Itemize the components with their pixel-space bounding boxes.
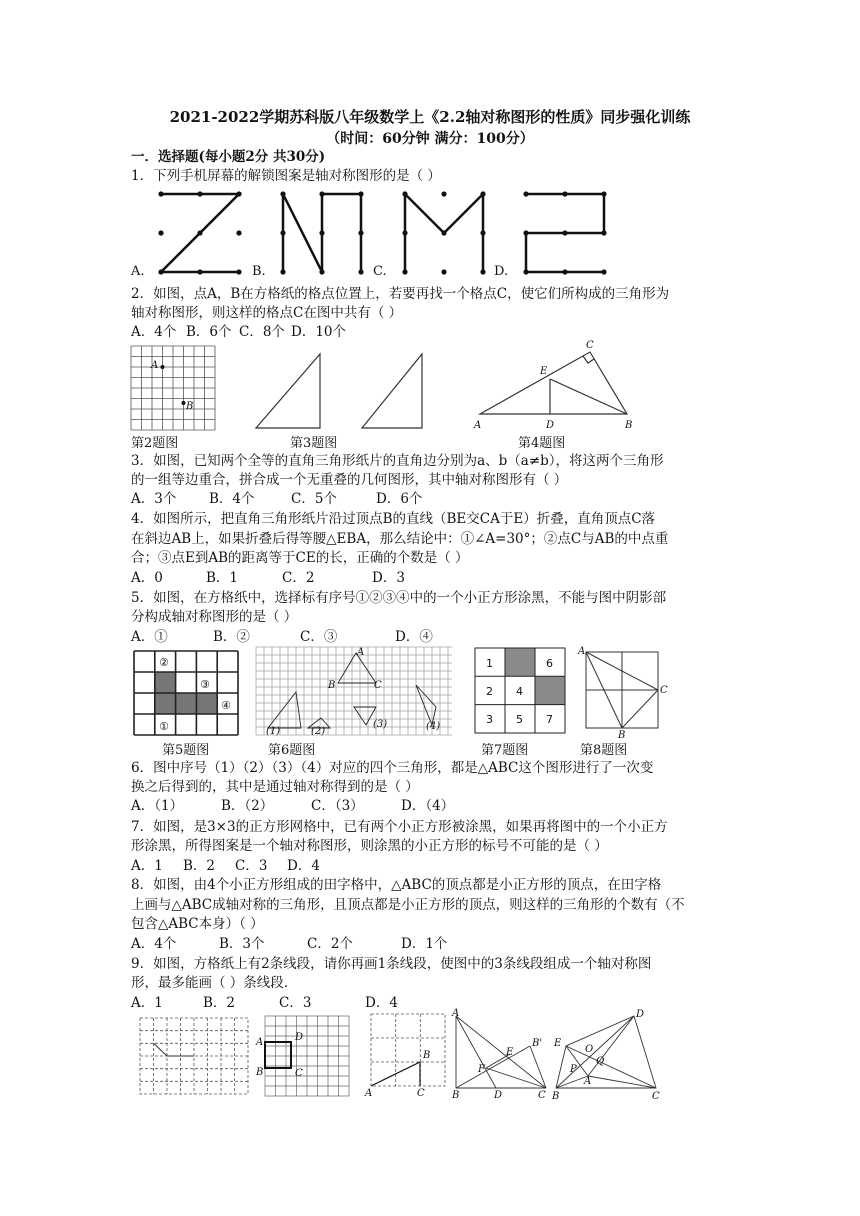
- question-5-options: [131, 628, 433, 646]
- caption-fig-7: 第7题图: [481, 743, 529, 758]
- fig-e-label-p: P: [570, 1064, 577, 1075]
- q7-option-d: D．4: [287, 858, 320, 874]
- fig4-label-c: C: [586, 340, 594, 351]
- question-4-options: [131, 569, 405, 587]
- q9-option-c: C．3: [279, 995, 312, 1011]
- q7-option-b: B．2: [183, 858, 216, 874]
- fig-d-label-b: B: [452, 1090, 460, 1101]
- caption-fig-4: 第4题图: [518, 436, 566, 451]
- page-subtitle: （时间：60分钟 满分：100分）: [326, 131, 534, 147]
- figure-8-tianzi-grid: [576, 646, 676, 741]
- fig-e-label-a: A: [584, 1076, 592, 1087]
- q3-option-a: A．3个: [131, 491, 177, 507]
- fig7-cell-6: 6: [546, 657, 553, 670]
- fig-b-label-a: A: [256, 1037, 264, 1048]
- fig-e-label-q: Q: [596, 1056, 605, 1067]
- fig-e-label-c: C: [652, 1091, 660, 1102]
- question-2-line-1: 2．如图，点A，B在方格纸的格点位置上，若要再找一个格点C，使它们所构成的三角形为: [131, 286, 670, 302]
- question-8-options: [131, 935, 447, 953]
- figure-9-dashed-grid: [140, 1018, 248, 1094]
- q2-option-b: B．6个: [186, 324, 232, 340]
- fig6-label-a: A: [357, 647, 365, 658]
- question-8-line-1: 8．如图，由4个小正方形组成的田字格中，△ABC的顶点都是小正方形的顶点，在田字格: [131, 877, 662, 893]
- figure-5-grid: [134, 651, 238, 735]
- question-3-line-2: 的一组等边重合，拼合成一个无重叠的几何图形，其中轴对称图形有（ ）: [131, 472, 568, 488]
- figure-3-triangles: [250, 352, 450, 432]
- figure-quadrilateral-eopq: [552, 1010, 664, 1100]
- fig6-label-4: (4): [426, 721, 441, 732]
- question-9-line-2: 形，最多能画（ ）条线段.: [131, 975, 289, 991]
- fig7-cell-4: 4: [516, 685, 523, 698]
- question-3-line-1: 3．如图，已知两个全等的直角三角形纸片的直角边分别为a、b（a≠b），将这两个三角形: [131, 453, 664, 469]
- question-2-line-2: 轴对称图形，则这样的格点C在图中共有（ ）: [131, 305, 403, 321]
- question-6-line-1: 6．图中序号（1）（2）（3）（4）对应的四个三角形，都是△ABC这个图形进行了一次变: [131, 760, 654, 776]
- fig-d-label-e: E: [506, 1047, 514, 1058]
- q6-option-d: D．（4）: [401, 798, 455, 814]
- question-7-line-1: 7．如图，是3×3的正方形网格中，已有两个小正方形被涂黑，如果再将图中的一个小正方: [131, 819, 668, 835]
- q9-option-b: B．2: [203, 995, 236, 1011]
- fig8-label-b: B: [618, 730, 626, 741]
- fig-e-label-o: O: [585, 1044, 594, 1055]
- fig6-label-3: (3): [373, 719, 388, 730]
- q9-option-a: A．1: [131, 995, 163, 1011]
- q1-option-a: A.: [131, 264, 145, 279]
- question-6-options: [131, 797, 454, 815]
- fig-b-label-b: B: [256, 1067, 264, 1078]
- caption-fig-3: 第3题图: [290, 436, 338, 451]
- fig-b-label-d: D: [295, 1032, 304, 1043]
- question-5-line-2: 分构成轴对称图形的是（ ）: [131, 609, 298, 625]
- fig5-mark-3: ③: [200, 678, 210, 691]
- fig-d-label-d: D: [494, 1090, 503, 1101]
- q2-option-c: C．8个: [239, 324, 285, 340]
- fig6-label-1: (1): [266, 726, 281, 737]
- fig7-cell-3: 3: [486, 713, 493, 726]
- fig5-mark-2: ②: [159, 656, 169, 669]
- caption-fig-5: 第5题图: [162, 743, 210, 758]
- question-9-options: [131, 994, 398, 1012]
- q4-option-c: C．2: [282, 570, 315, 586]
- question-4-line-2: 在斜边AB上，如果折叠后得等腰△EBA，那么结论中：①∠A=30°；②点C与AB的中点重: [131, 531, 669, 547]
- fig-d-label-b-prime: B': [532, 1038, 543, 1049]
- q8-option-b: B．3个: [219, 936, 265, 952]
- fig8-label-a: A: [578, 646, 586, 657]
- q3-option-c: C．5个: [291, 491, 337, 507]
- fig6-label-2: (2): [311, 726, 326, 737]
- fig8-label-c: C: [660, 685, 668, 696]
- figure-6-grid: [256, 647, 452, 735]
- q4-option-b: B．1: [206, 570, 239, 586]
- figure-fold-quadrilateral: [450, 1008, 550, 1101]
- fig7-cell-7: 7: [546, 713, 553, 726]
- fig5-mark-1: ①: [159, 720, 169, 733]
- q1-option-b: B.: [252, 264, 266, 279]
- fig-c-label-a: A: [365, 1088, 373, 1099]
- fig2-label-b: B: [186, 401, 194, 412]
- fig5-mark-4: ④: [221, 699, 231, 712]
- question-8-line-2: 上画与△ABC成轴对称的三角形，且顶点都是小正方形的顶点，则这样的三角形的个数有（不: [131, 897, 685, 913]
- question-9-line-1: 9．如图，方格纸上有2条线段，请你再画1条线段，使图中的3条线段组成一个轴对称图: [131, 956, 652, 972]
- page-title: 2021-2022学期苏科版八年级数学上《2.2轴对称图形的性质》同步强化训练: [169, 108, 691, 126]
- q8-option-c: C．2个: [307, 936, 353, 952]
- question-7-options: [131, 857, 320, 875]
- q5-option-a: A．①: [131, 629, 168, 645]
- q6-option-c: C．（3）: [311, 798, 364, 814]
- q4-option-a: A．0: [131, 570, 163, 586]
- q3-option-b: B．4个: [209, 491, 255, 507]
- q1-option-c: C.: [373, 264, 387, 279]
- question-4-line-3: 合；③点E到AB的距离等于CE的长，正确的个数是（ ）: [131, 550, 469, 566]
- figure-4-fold-triangle: [470, 336, 645, 436]
- figure-grid-abcd: [255, 1014, 351, 1098]
- fig-d-label-a: A: [452, 1008, 460, 1019]
- q4-option-d: D．3: [372, 570, 405, 586]
- q9-option-d: D．4: [365, 995, 398, 1011]
- q7-option-a: A．1: [131, 858, 163, 874]
- q5-option-d: D．④: [395, 629, 433, 645]
- fig2-label-a: A: [151, 360, 159, 371]
- q1-option-d: D.: [494, 264, 509, 279]
- fig-c-label-b: B: [423, 1050, 431, 1061]
- q2-option-d: D．10个: [291, 324, 347, 340]
- fig4-label-d: D: [546, 420, 555, 431]
- fig6-label-c: C: [374, 680, 382, 691]
- fig-d-label-c: C: [538, 1090, 546, 1101]
- question-1-stem: 1．下列手机屏幕的解锁图案是轴对称图形的是（ ）: [131, 168, 441, 184]
- question-3-options: [131, 490, 422, 508]
- question-4-line-1: 4．如图所示，把直角三角形纸片沿过顶点B的直线（BE交CA于E）折叠，直角顶点C落: [131, 511, 656, 527]
- question-5-line-1: 5．如图，在方格纸中，选择标有序号①②③④中的一个小正方形涂黑，不能与图中阴影部: [131, 590, 667, 606]
- question-6-line-2: 换之后得到的，其中是通过轴对称得到的是（ ）: [131, 779, 419, 795]
- fig4-label-e: E: [540, 366, 548, 377]
- figure-2-grid: [131, 346, 215, 430]
- q5-option-c: C．③: [300, 629, 338, 645]
- fig-e-label-e: E: [554, 1038, 562, 1049]
- q2-option-a: A．4个: [131, 324, 177, 340]
- fig-b-label-c: C: [295, 1068, 303, 1079]
- caption-fig-8: 第8题图: [580, 743, 628, 758]
- fig7-cell-1: 1: [486, 657, 493, 670]
- question-8-line-3: 包含△ABC本身）（ ）: [131, 916, 264, 932]
- fig4-label-a: A: [474, 420, 482, 431]
- fig-d-label-f: F: [478, 1064, 485, 1075]
- fig7-cell-5: 5: [516, 713, 523, 726]
- section-heading: 一．选择题(每小题2分 共30分): [131, 149, 326, 165]
- fig7-cell-2: 2: [486, 685, 493, 698]
- caption-fig-2: 第2题图: [131, 436, 179, 451]
- fig-c-label-c: C: [417, 1088, 425, 1099]
- fig4-label-b: B: [625, 420, 633, 431]
- figure-dashed-triangle: [365, 1012, 447, 1098]
- q7-option-c: C．3: [235, 858, 268, 874]
- q6-option-a: A．（1）: [131, 798, 184, 814]
- q3-option-d: D．6个: [376, 491, 423, 507]
- fig-e-label-d: D: [636, 1009, 645, 1020]
- question-2-options: [131, 323, 346, 341]
- q8-option-d: D．1个: [401, 936, 448, 952]
- figure-7-grid: [475, 648, 565, 733]
- fig6-label-b: B: [328, 680, 336, 691]
- fig-e-label-b: B: [552, 1091, 560, 1102]
- question-7-line-2: 形涂黑，所得图案是一个轴对称图形，则涂黑的小正方形的标号不可能的是（ ）: [131, 838, 608, 854]
- caption-fig-6: 第6题图: [268, 743, 316, 758]
- q5-option-b: B．②: [213, 629, 250, 645]
- q8-option-a: A．4个: [131, 936, 177, 952]
- q6-option-b: B．（2）: [221, 798, 274, 814]
